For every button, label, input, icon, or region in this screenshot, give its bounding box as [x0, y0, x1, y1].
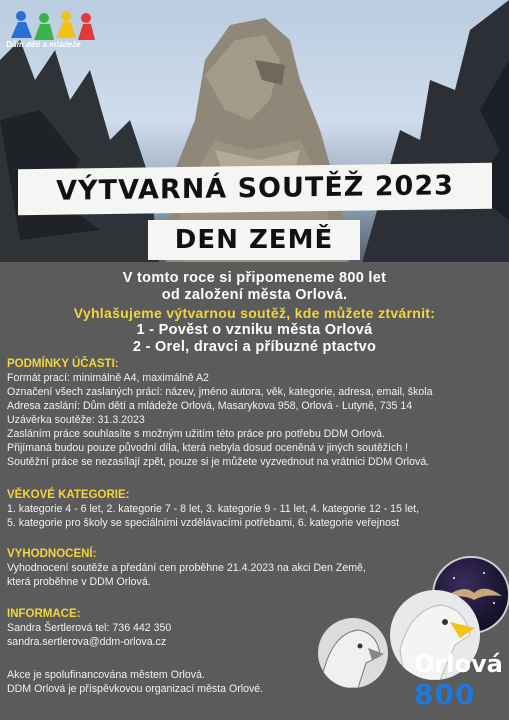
subtitle-banner: DEN ZEMĚ: [148, 220, 360, 260]
footer-line: Akce je spolufinancována městem Orlová.: [7, 669, 205, 681]
logo-text: Dům dětí a mládeže: [6, 40, 81, 49]
info-phone: Sandra Šertlerová tel: 736 442 350: [7, 622, 172, 634]
topic-1: 1 - Pověst o vzniku města Orlová: [136, 322, 373, 338]
conditions-line: Adresa zaslání: Dům dětí a mládeže Orlová, Masarykova 958, Orlová - Lutyně, 735 14: [7, 400, 413, 412]
intro-line-2: od založení města Orlová.: [161, 287, 348, 303]
info-heading: INFORMACE:: [7, 608, 81, 620]
orlova-800-logo: 800: [414, 678, 476, 711]
conditions-line: Zasláním práce souhlasíte s možným užitím této práce pro potřebu DDM Orlová.: [7, 428, 385, 440]
conditions-line: Přijímaná budou pouze původní díla, která nebyla dosud oceněná v jiných soutěžích !: [7, 442, 409, 454]
eagle-sketch-image: [318, 618, 388, 688]
evaluation-heading: VYHODNOCENÍ:: [7, 548, 97, 560]
intro-call: Vyhlašujeme výtvarnou soutěž, kde můžete ztvárnit:: [73, 305, 436, 321]
conditions-heading: PODMÍNKY ÚČASTI:: [7, 358, 119, 370]
conditions-line: Označení všech zaslaných prácí: název, jméno autora, věk, kategorie, adresa, email, škola: [7, 386, 433, 398]
categories-line: 5. kategorie pro školy se speciálními vzdělávacími potřebami, 6. kategorie veřejnost: [7, 517, 400, 529]
categories-section: [7, 488, 507, 530]
info-email[interactable]: sandra.sertlerova@ddm-orlova.cz: [7, 636, 167, 648]
intro-line-1: V tomto roce si připomeneme 800 let: [122, 270, 387, 286]
conditions-section: [7, 357, 507, 469]
footer-line: DDM Orlová je příspěvkovou organizací města Orlové.: [7, 683, 264, 695]
conditions-line: Uzávěrka soutěže: 31.3.2023: [7, 414, 145, 426]
categories-heading: VĚKOVÉ KATEGORIE:: [7, 489, 130, 501]
categories-line: 1. kategorie 4 - 6 let, 2. kategorie 7 - 8 let, 3. kategorie 9 - 11 let, 4. kategorie 12 - 15 let,: [7, 503, 420, 515]
conditions-line: Soutěžní práce se nezasílají zpět, pouze si je můžete vyzvednout na vrátnici DDM Orlová.: [7, 456, 430, 468]
title-banner: VÝTVARNÁ SOUTĚŽ 2023: [18, 163, 492, 216]
evaluation-line: Vyhodnocení soutěže a předání cen proběhne 21.4.2023 na akci Den Země,: [7, 562, 366, 574]
evaluation-section: [7, 547, 507, 589]
evaluation-line: která proběhne v DDM Orlová.: [7, 576, 151, 588]
orlova-logo-text: Orlová: [414, 650, 503, 678]
topic-2: 2 - Orel, dravci a příbuzné ptactvo: [132, 339, 377, 355]
conditions-line: Formát prací: minimálně A4, maximálně A2: [7, 372, 209, 384]
